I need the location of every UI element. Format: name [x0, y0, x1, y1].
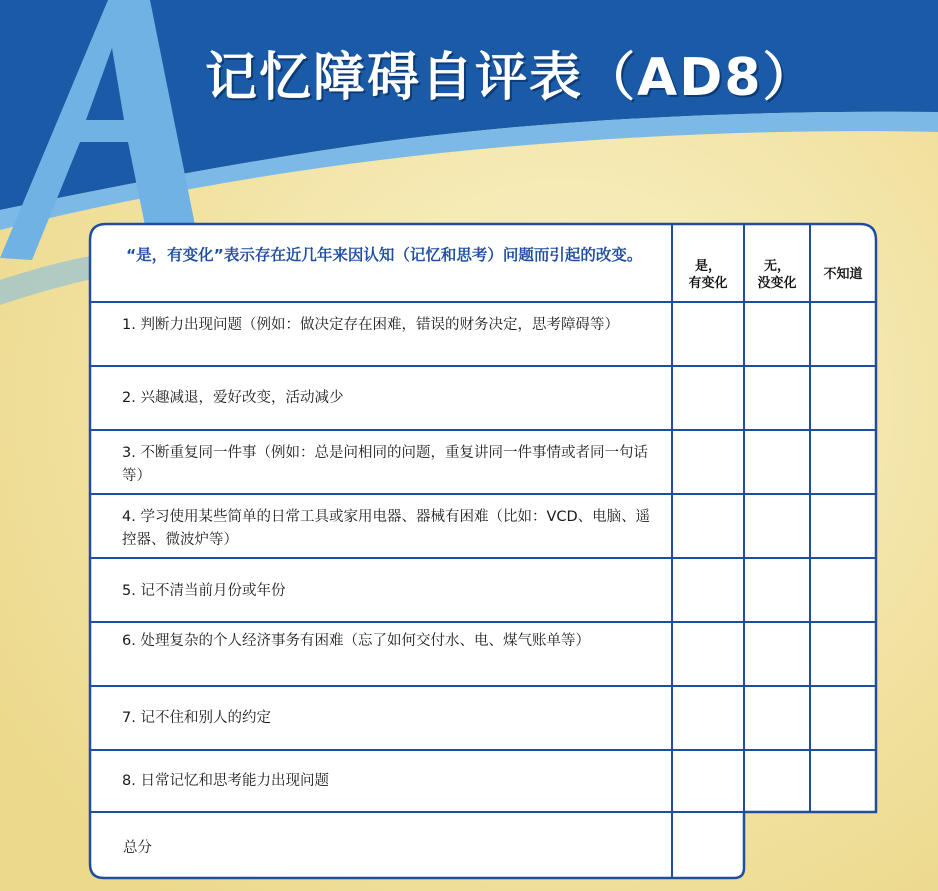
answer-cell-row1-unknown[interactable]: [812, 306, 874, 366]
question-row-3: 3. 不断重复同一件事（例如：总是问相同的问题，重复讲同一件事情或者同一句话等）: [122, 445, 648, 484]
answer-cell-row8-no[interactable]: [746, 754, 808, 814]
answer-cell-row4-yes[interactable]: [674, 498, 742, 558]
column-header-no-line1: 无，: [763, 259, 790, 274]
answer-cell-row5-yes[interactable]: [674, 562, 742, 622]
answer-cell-row7-unknown[interactable]: [812, 690, 874, 750]
column-header-no: [744, 258, 810, 292]
answer-cell-row8-yes[interactable]: [674, 754, 742, 814]
answer-cell-row1-yes[interactable]: [674, 306, 742, 366]
answer-cell-row7-yes[interactable]: [674, 690, 742, 750]
answer-cell-row5-no[interactable]: [746, 562, 808, 622]
answer-cell-row6-unknown[interactable]: [812, 626, 874, 686]
answer-cell-row5-unknown[interactable]: [812, 562, 874, 622]
column-header-unknown: [810, 266, 876, 283]
total-score-cell[interactable]: [674, 814, 742, 876]
table-header-note: “是，有变化”表示存在近几年来因认知（记忆和思考）问题而引起的改变。: [126, 246, 643, 264]
question-row-5: 5. 记不清当前月份或年份: [122, 583, 286, 599]
column-header-no-line2: 没变化: [757, 276, 797, 291]
answer-cell-row4-unknown[interactable]: [812, 498, 874, 558]
question-row-2: 2. 兴趣减退，爱好改变，活动减少: [122, 390, 344, 406]
answer-cell-row3-unknown[interactable]: [812, 434, 874, 494]
answer-cell-row7-no[interactable]: [746, 690, 808, 750]
question-row-7: 7. 记不住和别人的约定: [122, 710, 271, 726]
question-row-6: 6. 处理复杂的个人经济事务有困难（忘了如何交付水、电、煤气账单等）: [122, 633, 590, 649]
page-title: 记忆障碍自评表（AD8）: [205, 48, 817, 108]
answer-cell-row3-yes[interactable]: [674, 434, 742, 494]
column-header-yes-line1: 是，: [694, 259, 721, 274]
answer-cell-row2-unknown[interactable]: [812, 370, 874, 430]
column-header-unknown-line1: 不知道: [823, 267, 863, 282]
answer-cell-row6-no[interactable]: [746, 626, 808, 686]
answer-cell-row2-no[interactable]: [746, 370, 808, 430]
total-score-label: 总分: [123, 840, 152, 856]
question-row-1: 1. 判断力出现问题（例如：做决定存在困难，错误的财务决定，思考障碍等）: [122, 317, 619, 333]
answer-cell-row6-yes[interactable]: [674, 626, 742, 686]
question-row-4: 4. 学习使用某些简单的日常工具或家用电器、器械有困难（比如：VCD、电脑、遥控器、微波炉等）: [122, 509, 651, 548]
answer-cell-row4-no[interactable]: [746, 498, 808, 558]
answer-cell-row3-no[interactable]: [746, 434, 808, 494]
answer-cell-row2-yes[interactable]: [674, 370, 742, 430]
column-header-yes: [672, 258, 744, 292]
column-header-yes-line2: 有变化: [688, 276, 728, 291]
answer-cell-row1-no[interactable]: [746, 306, 808, 366]
answer-cell-row8-unknown[interactable]: [812, 754, 874, 814]
question-row-8: 8. 日常记忆和思考能力出现问题: [122, 773, 329, 789]
